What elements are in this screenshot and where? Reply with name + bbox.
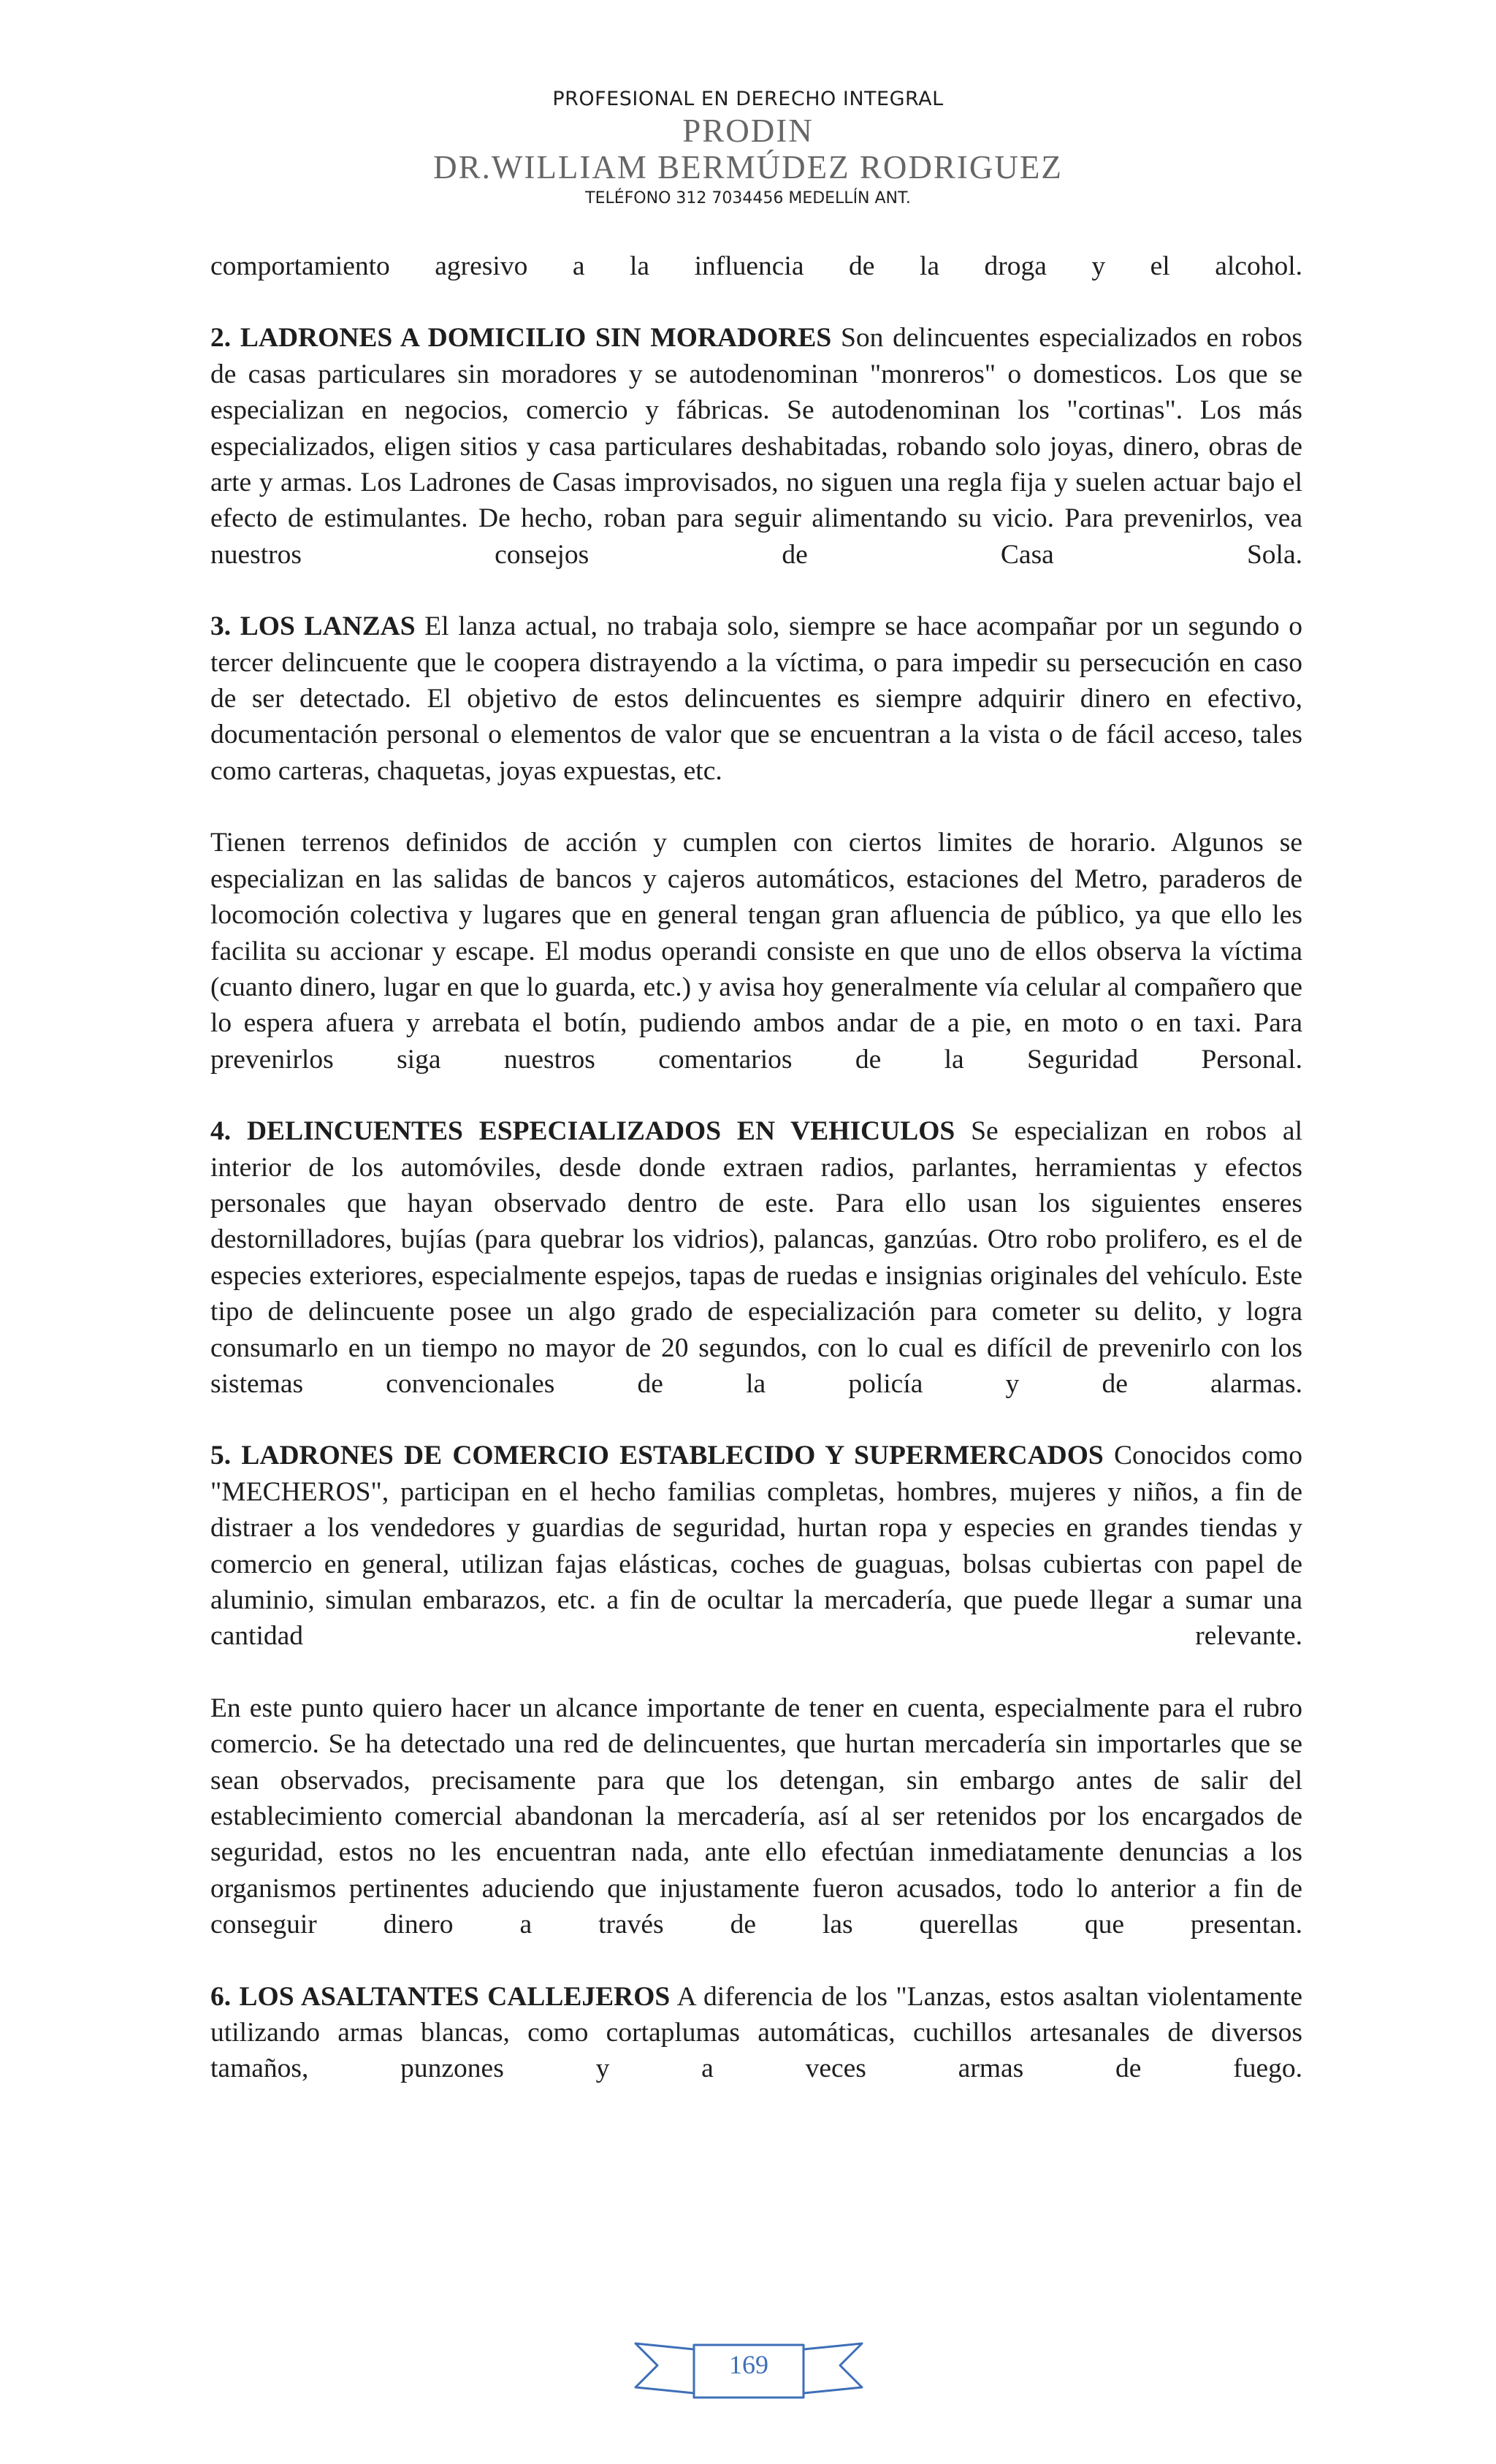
paragraph-text: En este punto quiero hacer un alcance importante de tener en cuenta, especialmente para el rubro comercio. Se ha detectado una red de delincuentes, que hurtan mercadería sin importarles que se sean observados, precisamente para que los detengan, sin embargo antes de salir del establecimiento comercial abandonan la mercadería, así al ser retenidos por los encargados de seguridad, estos no les encuentran nada, ante ello efectúan inmediatamente denuncias a los organismos pertinentes aduciendo que injustamente fueron acusados, todo lo anterior a fin de conseguir dinero a través de las querellas que presentan.: [210, 1693, 1302, 1940]
section-title: 3. LOS LANZAS: [210, 611, 416, 642]
paragraph-section-3: [210, 609, 1302, 789]
paragraph-text: Conocidos como "MECHEROS", participan en el hecho familias completas, hombres, mujeres y niños, a fin de distraer a los vendedores y guardias de seguridad, hurtan ropa y especies en grandes tiendas y comercio en general, utilizan fajas elásticas, coches de guaguas, bolsas cubiertas con papel de aluminio, simulan embarazos, etc. a fin de ocultar la mercadería, que puede llegar a sumar una cantidad relevante.: [210, 1441, 1303, 1652]
paragraph-section-5-continued: [210, 1690, 1302, 1943]
page-number-ribbon: [621, 2329, 877, 2417]
paragraph-text: comportamiento agresivo a la influencia de la droga y el alcohol.: [210, 251, 1302, 281]
page-number: 169: [729, 2350, 768, 2379]
paragraph-section-3-continued: [210, 825, 1302, 1077]
section-title: 2. LADRONES A DOMICILIO SIN MORADORES: [210, 323, 832, 354]
page-header: [0, 86, 1496, 212]
paragraph-section-2: [210, 320, 1302, 573]
paragraph-section-4: [210, 1113, 1302, 1402]
section-title: 4. DELINCUENTES ESPECIALIZADOS EN VEHICULOS: [210, 1116, 955, 1147]
section-title: 5. LADRONES DE COMERCIO ESTABLECIDO Y SUPERMERCADOS: [210, 1441, 1104, 1471]
paragraph-section-6: [210, 1979, 1302, 2087]
page-body: [210, 248, 1302, 2123]
paragraph-text: Son delincuentes especializados en robos de casas particulares sin moradores y se autodenominan "monreros" o domesticos. Los que se especializan en negocios, comercio y fábricas. Se autodenominan los "cortinas". Los más especializados, eligen sitios y casa particulares deshabitadas, robando solo joyas, dinero, obras de arte y armas. Los Ladrones de Casas improvisados, no siguen una regla fija y suelen actuar bajo el efecto de estimulantes. De hecho, roban para seguir alimentando su vicio. Para prevenirlos, vea nuestros consejos de Casa Sola.: [210, 323, 1302, 570]
paragraph-intro: [210, 248, 1302, 284]
paragraph-text: El lanza actual, no trabaja solo, siempre se hace acompañar por un segundo o tercer delincuente que le coopera distrayendo a la víctima, o para impedir su persecución en caso de ser detectado. El objetivo de estos delincuentes es siempre adquirir dinero en efectivo, documentación personal o elementos de valor que se encuentran a la vista o de fácil acceso, tales como carteras, chaquetas, joyas expuestas, etc.: [210, 611, 1302, 786]
paragraph-text: A diferencia de los "Lanzas, estos asaltan violentamente utilizando armas blancas, como cortaplumas automáticas, cuchillos artesanales de diversos tamaños, punzones y a veces armas de fuego.: [210, 1981, 1303, 2084]
header-contact: TELÉFONO 312 7034456 MEDELLÍN ANT.: [585, 189, 911, 207]
section-title: 6. LOS ASALTANTES CALLEJEROS: [210, 1981, 671, 2012]
header-profession: PROFESIONAL EN DERECHO INTEGRAL: [552, 88, 944, 110]
header-author: DR.WILLIAM BERMÚDEZ RODRIGUEZ: [433, 149, 1063, 186]
paragraph-section-5: [210, 1438, 1302, 1654]
header-brand: PRODIN: [682, 112, 814, 149]
paragraph-text: Tienen terrenos definidos de acción y cumplen con ciertos limites de horario. Algunos se especializan en las salidas de bancos y cajeros automáticos, estaciones del Metro, paraderos de locomoción colectiva y lugares que en general tengan gran afluencia de público, ya que ello les facilita su accionar y escape. El modus operandi consiste en que uno de ellos observa la víctima (cuanto dinero, lugar en que lo guarda, etc.) y avisa hoy generalmente vía celular al compañero que lo espera afuera y arrebata el botín, pudiendo ambos andar de a pie, en moto o en taxi. Para prevenirlos siga nuestros comentarios de la Seguridad Personal.: [210, 828, 1302, 1075]
paragraph-text: Se especializan en robos al interior de los automóviles, desde donde extraen radios, parlantes, herramientas y efectos personales que hayan observado dentro de este. Para ello usan los siguientes enseres destornilladores, bujías (para quebrar los vidrios), palancas, ganzúas. Otro robo prolifero, es el de especies exteriores, especialmente espejos, tapas de ruedas e insignias originales del vehículo. Este tipo de delincuente posee un algo grado de especialización para cometer su delito, y logra consumarlo en un tiempo no mayor de 20 segundos, con lo cual es difícil de prevenirlo con los sistemas convencionales de la policía y de alarmas.: [210, 1116, 1302, 1399]
